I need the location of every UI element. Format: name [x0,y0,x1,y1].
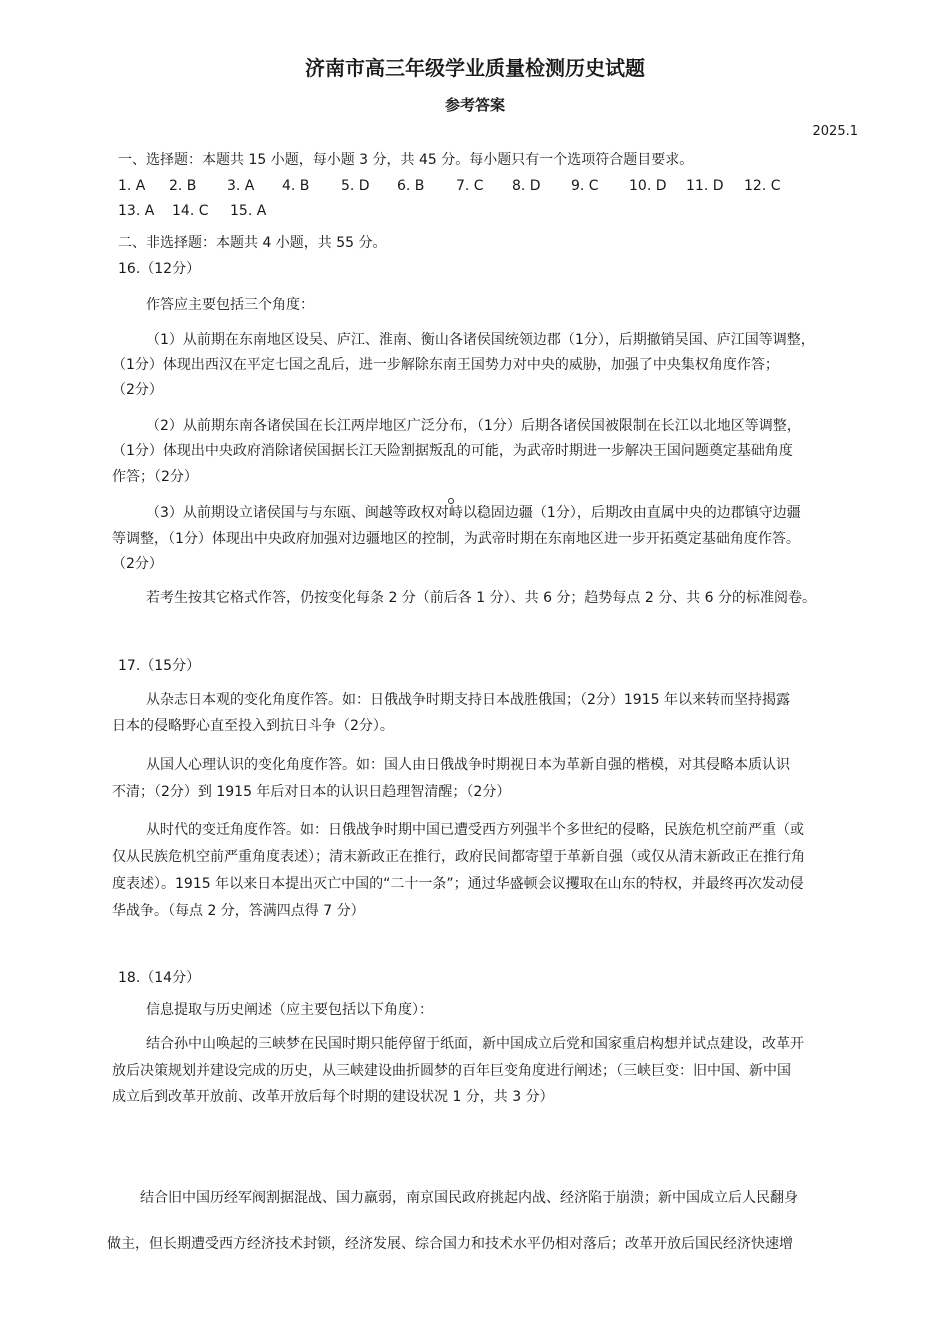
q16-p2-line2: （1分）体现出中央政府消除诸侯国据长江天险割据叛乱的可能，为武帝时期进一步解决王国问题奠定基础角度 [112,443,793,459]
q16-p3-line3: （2分） [112,556,163,572]
answer-item: 14. C [172,203,209,219]
q16-label: 16.（12分） [118,261,201,277]
exam-date: 2025.1 [812,124,858,139]
q16-p2-line3: 作答；（2分） [112,469,198,485]
answer-item: 11. D [686,178,724,194]
q18-label: 18.（14分） [118,970,201,986]
section1-heading: 一、选择题：本题共 15 小题，每小题 3 分，共 45 分。每小题只有一个选项符合题目要求。 [118,152,694,168]
answers-row-1 [118,178,838,198]
q18-p1-line3: 成立后到改革开放前、改革开放后每个时期的建设状况 1 分，共 3 分） [112,1089,554,1105]
q18-p1-line1: 结合孙中山唤起的三峡梦在民国时期只能停留于纸面，新中国成立后党和国家重启构想并试点建设，改革开 [146,1036,804,1052]
q16-note: 若考生按其它格式作答，仍按变化每条 2 分（前后各 1 分）、共 6 分；趋势每点 2 分、共 6 分的标准阅卷。 [146,590,817,606]
answer-item: 5. D [341,178,370,194]
answer-item: 10. D [629,178,667,194]
q17-p3-line4: 华战争。（每点 2 分，答满四点得 7 分） [112,903,365,919]
page-subtitle: 参考答案 [444,96,505,114]
q17-p3-line1: 从时代的变迁角度作答。如：日俄战争时期中国已遭受西方列强半个多世纪的侵略，民族危机空前严重（或 [146,822,804,838]
answer-item: 3. A [227,178,255,194]
q17-label: 17.（15分） [118,658,201,674]
answer-item: 12. C [744,178,781,194]
q18-p2-line1: 结合旧中国历经军阀割据混战、国力羸弱，南京国民政府挑起内战、经济陷于崩溃；新中国成立后人民翻身 [140,1190,798,1206]
q17-p3-line2: 仅从民族危机空前严重角度表述）；清末新政正在推行，政府民间都寄望于革新自强（或仅从清末新政正在推行角 [112,849,805,865]
answer-item: 13. A [118,203,155,219]
q18-p1-line2: 放后决策规划并建设完成的历史，从三峡建设曲折圆梦的百年巨变角度进行阐述；（三峡巨变：旧中国、新中国 [112,1063,791,1079]
section2-heading: 二、非选择题：本题共 4 小题，共 55 分。 [118,235,387,251]
answer-item: 2. B [169,178,197,194]
q16-p3-line2: 等调整，（1分）体现出中央政府加强对边疆地区的控制，为武帝时期在东南地区进一步开拓奠定基础角度作答。 [112,531,800,547]
answers-row-2 [118,203,418,223]
q17-p3-line3: 度表述）。1915 年以来日本提出灭亡中国的“二十一条”；通过华盛顿会议攫取在山东的特权，并最终再次发动侵 [112,876,804,892]
answer-item: 15. A [230,203,267,219]
answer-item: 9. C [571,178,599,194]
q17-p1-line2: 日本的侵略野心直至投入到抗日斗争（2分）。 [112,718,394,734]
answer-item: 4. B [282,178,310,194]
q16-p1-line1: （1）从前期在东南地区设吴、庐江、淮南、衡山各诸侯国统领边郡（1分），后期撤销吴国、庐江国等调整， [146,332,815,348]
answer-item: 8. D [512,178,541,194]
q17-p2-line1: 从国人心理认识的变化角度作答。如：国人由日俄战争时期视日本为革新自强的楷模，对其侵略本质认识 [146,757,790,773]
q16-p1-line2: （1分）体现出西汉在平定七国之乱后，进一步解除东南王国势力对中央的威胁，加强了中央集权角度作答； [112,357,779,373]
q18-intro: 信息提取与历史阐述（应主要包括以下角度）： [146,1002,433,1018]
q17-p1-line1: 从杂志日本观的变化角度作答。如：日俄战争时期支持日本战胜俄国；（2分）1915 年以来转而坚持揭露 [146,692,790,708]
q16-p3-line1: （3）从前期设立诸侯国与与东瓯、闽越等政权对峙以稳固边疆（1分），后期改由直属中央的边郡镇守边疆 [146,505,801,521]
answer-item: 6. B [397,178,425,194]
q16-p1-line3: （2分） [112,382,163,398]
answer-item: 1. A [118,178,146,194]
answer-item: 7. C [456,178,484,194]
q16-intro: 作答应主要包括三个角度： [146,297,314,313]
q16-p2-line1: （2）从前期东南各诸侯国在长江两岸地区广泛分布，（1分）后期各诸侯国被限制在长江以北地区等调整， [146,418,801,434]
q18-p2-line2: 做主，但长期遭受西方经济技术封锁，经济发展、综合国力和技术水平仍相对落后；改革开放后国民经济快速增 [107,1236,793,1252]
q17-p2-line2: 不清；（2分）到 1915 年后对日本的认识日趋理智清醒；（2分） [112,784,511,800]
page-title: 济南市高三年级学业质量检测历史试题 [305,56,645,80]
